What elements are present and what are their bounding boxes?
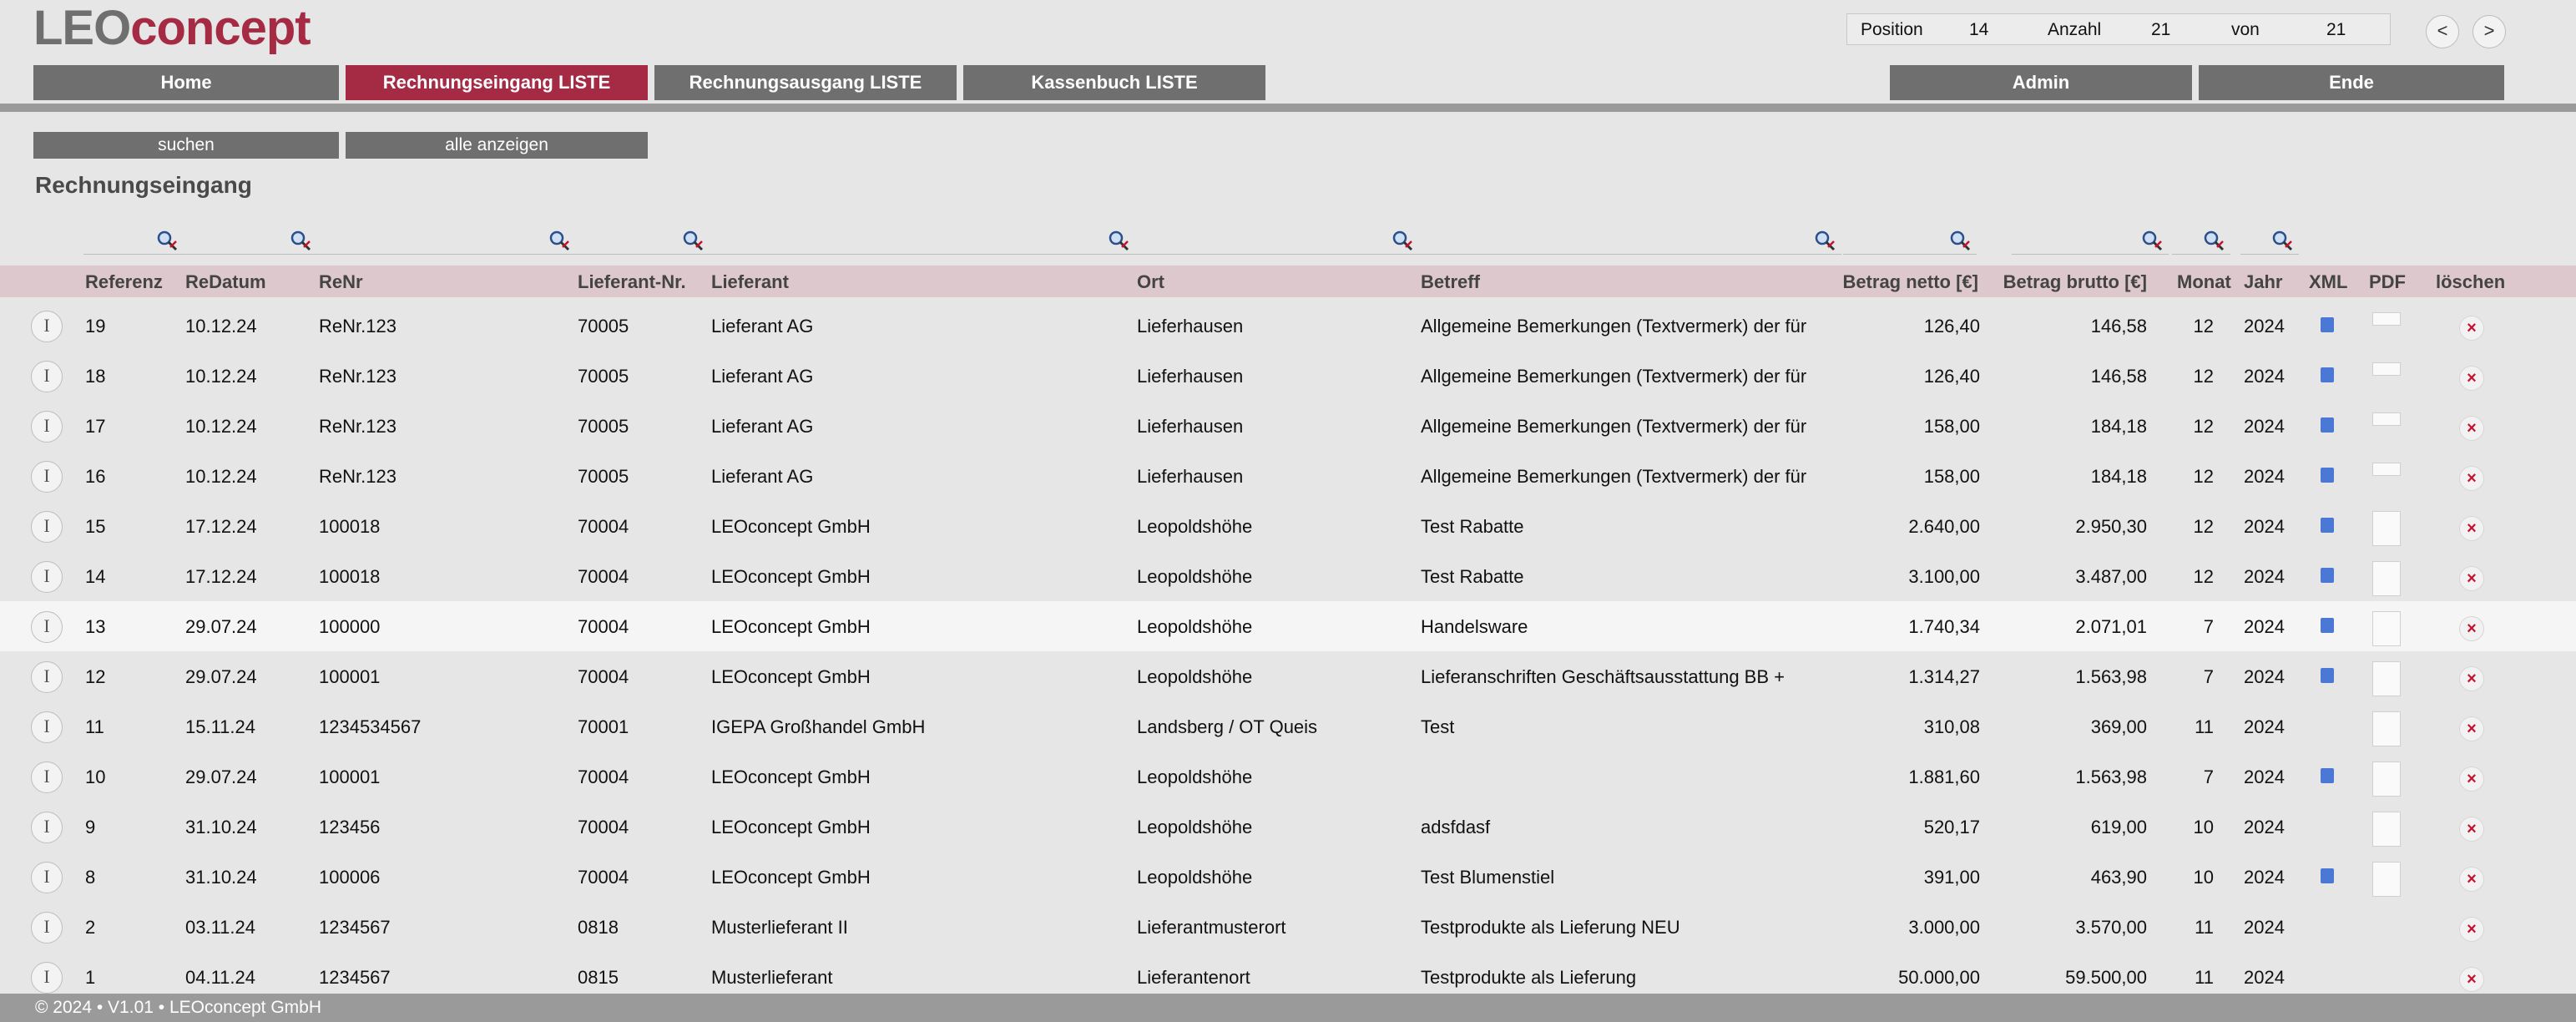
cell-redatum: 10.12.24 — [185, 416, 257, 437]
pdf-file-icon[interactable] — [2372, 561, 2401, 596]
cell-betrag-brutto: 619,00 — [2090, 817, 2147, 837]
cell-monat: 12 — [2193, 416, 2214, 437]
count-value: 21 — [2151, 20, 2171, 39]
footer — [0, 994, 2576, 1022]
col-pdf: PDF — [2369, 271, 2406, 292]
cell-lieferant-nr: 70004 — [578, 566, 629, 587]
filter-input[interactable] — [576, 227, 710, 255]
cell-redatum: 10.12.24 — [185, 366, 257, 387]
filter-search-icon[interactable] — [2202, 229, 2225, 252]
filter-search-icon[interactable] — [1948, 229, 1972, 252]
table-row[interactable] — [0, 401, 2576, 451]
cell-referenz: 1 — [85, 967, 96, 988]
cell-referenz: 19 — [85, 316, 106, 336]
table-row[interactable] — [0, 351, 2576, 401]
col-redatum[interactable]: ReDatum — [185, 271, 266, 292]
cell-referenz: 13 — [85, 616, 106, 637]
table-row[interactable] — [0, 902, 2576, 952]
show-all-button[interactable]: alle anzeigen — [346, 132, 648, 159]
xml-file-icon[interactable] — [2321, 768, 2334, 783]
table-header — [0, 266, 2576, 297]
cell-lieferant-nr: 70004 — [578, 616, 629, 637]
cell-referenz: 2 — [85, 917, 96, 938]
edit-record-button[interactable]: I — [31, 511, 63, 543]
cell-ort: Leopoldshöhe — [1137, 616, 1253, 637]
cell-lieferant-nr: 70005 — [578, 316, 629, 336]
cell-redatum: 29.07.24 — [185, 766, 257, 787]
position-value: 14 — [1969, 20, 1989, 39]
xml-file-icon[interactable] — [2321, 317, 2334, 332]
cell-betrag-netto: 1.740,34 — [1908, 616, 1980, 637]
xml-file-icon[interactable] — [2321, 417, 2334, 433]
cell-jahr: 2024 — [2244, 766, 2285, 787]
table-row[interactable] — [0, 651, 2576, 701]
filter-search-icon[interactable] — [2270, 229, 2294, 252]
delete-icon[interactable]: × — [2459, 516, 2484, 541]
cell-monat: 10 — [2193, 867, 2214, 888]
pdf-file-icon[interactable] — [2372, 511, 2401, 546]
col-lieferant[interactable]: Lieferant — [711, 271, 789, 292]
col-ort[interactable]: Ort — [1137, 271, 1164, 292]
cell-redatum: 03.11.24 — [185, 917, 256, 938]
filter-input[interactable] — [710, 227, 1135, 255]
cell-referenz: 10 — [85, 766, 106, 787]
cell-referenz: 14 — [85, 566, 106, 587]
table-row[interactable] — [0, 301, 2576, 351]
edit-record-button[interactable]: I — [31, 361, 63, 392]
table-row[interactable] — [0, 852, 2576, 902]
cell-jahr: 2024 — [2244, 666, 2285, 687]
header-divider — [0, 104, 2576, 112]
cell-lieferant: Lieferant AG — [711, 366, 814, 387]
cell-renr: 100018 — [319, 516, 381, 537]
cell-lieferant-nr: 70004 — [578, 817, 629, 837]
xml-file-icon[interactable] — [2321, 618, 2334, 633]
delete-icon[interactable]: × — [2459, 766, 2484, 792]
menu-ende[interactable]: Ende — [2199, 65, 2504, 100]
cell-renr: ReNr.123 — [319, 416, 397, 437]
cell-renr: 100001 — [319, 666, 381, 687]
cell-jahr: 2024 — [2244, 967, 2285, 988]
cell-referenz: 15 — [85, 516, 106, 537]
cell-redatum: 31.10.24 — [185, 817, 257, 837]
cell-jahr: 2024 — [2244, 466, 2285, 487]
edit-record-button[interactable]: I — [31, 711, 63, 743]
cell-monat: 12 — [2193, 466, 2214, 487]
edit-record-button[interactable]: I — [31, 561, 63, 593]
pdf-file-icon[interactable] — [2372, 312, 2401, 326]
cell-betreff: Allgemeine Bemerkungen (Textvermerk) der für — [1421, 466, 1807, 487]
cell-ort: Lieferhausen — [1137, 366, 1244, 387]
col-xml: XML — [2309, 271, 2348, 292]
pdf-file-icon[interactable] — [2372, 463, 2401, 476]
cell-monat: 12 — [2193, 366, 2214, 387]
cell-lieferant-nr: 70004 — [578, 766, 629, 787]
filter-input[interactable] — [184, 227, 317, 255]
xml-file-icon[interactable] — [2321, 668, 2334, 683]
cell-betreff: Test — [1421, 716, 1455, 737]
delete-icon[interactable]: × — [2459, 817, 2484, 842]
cell-betrag-netto: 391,00 — [1923, 867, 1980, 888]
cell-renr: 123456 — [319, 817, 381, 837]
cell-ort: Lieferhausen — [1137, 416, 1244, 437]
cell-betrag-brutto: 2.950,30 — [2075, 516, 2147, 537]
cell-redatum: 10.12.24 — [185, 316, 257, 336]
delete-icon[interactable]: × — [2459, 917, 2484, 942]
cell-betreff: Test Rabatte — [1421, 516, 1524, 537]
pdf-file-icon[interactable] — [2372, 812, 2401, 847]
cell-ort: Leopoldshöhe — [1137, 666, 1253, 687]
col-referenz[interactable]: Referenz — [85, 271, 163, 292]
edit-record-button[interactable]: I — [31, 411, 63, 443]
cell-betrag-netto: 3.000,00 — [1908, 917, 1980, 938]
cell-monat: 10 — [2193, 817, 2214, 837]
cell-jahr: 2024 — [2244, 316, 2285, 336]
app-logo — [33, 3, 311, 53]
cell-lieferant-nr: 70005 — [578, 366, 629, 387]
filter-input[interactable] — [1843, 227, 1977, 255]
col-betrag-netto[interactable]: Betrag netto [€] — [1842, 271, 1978, 292]
cell-lieferant-nr: 70004 — [578, 666, 629, 687]
cell-ort: Leopoldshöhe — [1137, 867, 1253, 888]
cell-lieferant: LEOconcept GmbH — [711, 867, 871, 888]
page-title: Rechnungseingang — [35, 172, 252, 198]
cell-referenz: 9 — [85, 817, 96, 837]
xml-file-icon[interactable] — [2321, 518, 2334, 533]
cell-redatum: 31.10.24 — [185, 867, 257, 888]
delete-icon[interactable]: × — [2459, 566, 2484, 591]
cell-betrag-netto: 310,08 — [1923, 716, 1980, 737]
cell-betrag-netto: 126,40 — [1923, 366, 1980, 387]
cell-lieferant-nr: 70001 — [578, 716, 629, 737]
footer-text: © 2024 • V1.01 • LEOconcept GmbH — [35, 998, 322, 1017]
filter-input[interactable] — [2172, 227, 2230, 255]
cell-betrag-brutto: 184,18 — [2090, 466, 2147, 487]
cell-lieferant: LEOconcept GmbH — [711, 817, 871, 837]
filter-input[interactable] — [2240, 227, 2299, 255]
delete-icon[interactable]: × — [2459, 416, 2484, 441]
xml-file-icon[interactable] — [2321, 568, 2334, 583]
next-record-button[interactable]: > — [2472, 15, 2506, 48]
cell-renr: 1234567 — [319, 917, 391, 938]
col-betrag-brutto[interactable]: Betrag brutto [€] — [2003, 271, 2147, 292]
cell-ort: Landsberg / OT Queis — [1137, 716, 1318, 737]
cell-jahr: 2024 — [2244, 416, 2285, 437]
cell-ort: Leopoldshöhe — [1137, 566, 1253, 587]
cell-jahr: 2024 — [2244, 616, 2285, 637]
cell-jahr: 2024 — [2244, 817, 2285, 837]
col-betreff[interactable]: Betreff — [1421, 271, 1480, 292]
cell-betrag-netto: 50.000,00 — [1898, 967, 1980, 988]
xml-file-icon[interactable] — [2321, 868, 2334, 883]
logo-text-leo: LEO — [33, 1, 131, 55]
cell-betreff: Test Blumenstiel — [1421, 867, 1555, 888]
edit-record-button[interactable]: I — [31, 812, 63, 843]
filter-input[interactable] — [1419, 227, 1841, 255]
search-button[interactable]: suchen — [33, 132, 339, 159]
cell-lieferant: Musterlieferant II — [711, 917, 848, 938]
cell-monat: 12 — [2193, 566, 2214, 587]
cell-renr: 1234534567 — [319, 716, 422, 737]
cell-lieferant-nr: 0815 — [578, 967, 619, 988]
menu-home[interactable]: Home — [33, 65, 339, 100]
pdf-file-icon[interactable] — [2372, 862, 2401, 897]
col-lieferant-nr[interactable]: Lieferant-Nr. — [578, 271, 686, 292]
cell-renr: 100006 — [319, 867, 381, 888]
menu-rechnungsausgang[interactable]: Rechnungsausgang LISTE — [654, 65, 957, 100]
table-row[interactable] — [0, 601, 2576, 651]
cell-betreff: Allgemeine Bemerkungen (Textvermerk) der für — [1421, 316, 1807, 336]
pdf-file-icon[interactable] — [2372, 362, 2401, 376]
col-renr[interactable]: ReNr — [319, 271, 363, 292]
menu-rechnungseingang[interactable]: Rechnungseingang LISTE — [346, 65, 648, 100]
menu-admin[interactable]: Admin — [1890, 65, 2192, 100]
filter-input[interactable] — [2012, 227, 2169, 255]
table-row[interactable] — [0, 451, 2576, 501]
cell-redatum: 15.11.24 — [185, 716, 256, 737]
pdf-file-icon[interactable] — [2372, 661, 2401, 696]
edit-record-button[interactable]: I — [31, 611, 63, 643]
cell-jahr: 2024 — [2244, 516, 2285, 537]
cell-betrag-netto: 1.881,60 — [1908, 766, 1980, 787]
cell-lieferant: LEOconcept GmbH — [711, 766, 871, 787]
cell-betrag-netto: 2.640,00 — [1908, 516, 1980, 537]
cell-lieferant: LEOconcept GmbH — [711, 516, 871, 537]
table-row[interactable] — [0, 802, 2576, 852]
cell-referenz: 8 — [85, 867, 96, 888]
cell-jahr: 2024 — [2244, 716, 2285, 737]
edit-record-button[interactable]: I — [31, 761, 63, 793]
cell-lieferant: Lieferant AG — [711, 416, 814, 437]
cell-lieferant-nr: 70004 — [578, 867, 629, 888]
filter-search-icon[interactable] — [1391, 229, 1414, 252]
cell-referenz: 16 — [85, 466, 106, 487]
cell-ort: Leopoldshöhe — [1137, 766, 1253, 787]
cell-monat: 12 — [2193, 316, 2214, 336]
cell-betrag-brutto: 146,58 — [2090, 366, 2147, 387]
pdf-file-icon[interactable] — [2372, 711, 2401, 746]
filter-input[interactable] — [317, 227, 576, 255]
cell-ort: Lieferhausen — [1137, 466, 1244, 487]
cell-betreff: Allgemeine Bemerkungen (Textvermerk) der für — [1421, 366, 1807, 387]
cell-betrag-brutto: 59.500,00 — [2065, 967, 2147, 988]
col-monat[interactable]: Monat — [2177, 271, 2231, 292]
cell-renr: 100001 — [319, 766, 381, 787]
edit-record-button[interactable]: I — [31, 862, 63, 893]
filter-input[interactable] — [1135, 227, 1419, 255]
delete-icon[interactable]: × — [2459, 867, 2484, 892]
cell-lieferant: Musterlieferant — [711, 967, 833, 988]
pdf-file-icon[interactable] — [2372, 761, 2401, 797]
cell-betrag-netto: 126,40 — [1923, 316, 1980, 336]
cell-betrag-brutto: 146,58 — [2090, 316, 2147, 336]
cell-ort: Lieferantenort — [1137, 967, 1250, 988]
cell-betrag-brutto: 3.570,00 — [2075, 917, 2147, 938]
cell-redatum: 10.12.24 — [185, 466, 257, 487]
cell-redatum: 29.07.24 — [185, 666, 257, 687]
cell-redatum: 17.12.24 — [185, 566, 257, 587]
edit-record-button[interactable]: I — [31, 311, 63, 342]
cell-betrag-netto: 158,00 — [1923, 416, 1980, 437]
cell-monat: 12 — [2193, 516, 2214, 537]
filter-search-icon[interactable] — [2140, 229, 2164, 252]
filter-search-icon[interactable] — [681, 229, 705, 252]
edit-record-button[interactable]: I — [31, 461, 63, 493]
edit-record-button[interactable]: I — [31, 912, 63, 944]
table-row[interactable] — [0, 751, 2576, 802]
table-row[interactable] — [0, 701, 2576, 751]
delete-icon[interactable]: × — [2459, 716, 2484, 741]
cell-betrag-brutto: 1.563,98 — [2075, 766, 2147, 787]
cell-renr: 100000 — [319, 616, 381, 637]
cell-jahr: 2024 — [2244, 867, 2285, 888]
filter-search-icon[interactable] — [289, 229, 312, 252]
col-jahr[interactable]: Jahr — [2244, 271, 2283, 292]
col-loeschen: löschen — [2436, 271, 2506, 292]
filter-input[interactable] — [83, 227, 184, 255]
delete-icon[interactable]: × — [2459, 967, 2484, 992]
cell-betrag-brutto: 369,00 — [2090, 716, 2147, 737]
cell-jahr: 2024 — [2244, 917, 2285, 938]
delete-icon[interactable]: × — [2459, 316, 2484, 341]
cell-betrag-brutto: 184,18 — [2090, 416, 2147, 437]
cell-lieferant: LEOconcept GmbH — [711, 566, 871, 587]
cell-renr: 100018 — [319, 566, 381, 587]
cell-ort: Leopoldshöhe — [1137, 516, 1253, 537]
filter-search-icon[interactable] — [548, 229, 571, 252]
cell-renr: ReNr.123 — [319, 316, 397, 336]
cell-betreff: Testprodukte als Lieferung — [1421, 967, 1637, 988]
cell-betreff: Test Rabatte — [1421, 566, 1524, 587]
cell-betrag-brutto: 463,90 — [2090, 867, 2147, 888]
delete-icon[interactable]: × — [2459, 666, 2484, 691]
cell-betrag-netto: 520,17 — [1923, 817, 1980, 837]
xml-file-icon[interactable] — [2321, 468, 2334, 483]
cell-monat: 11 — [2195, 967, 2214, 988]
cell-referenz: 11 — [85, 716, 104, 737]
xml-file-icon[interactable] — [2321, 367, 2334, 382]
cell-lieferant-nr: 70005 — [578, 466, 629, 487]
cell-redatum: 29.07.24 — [185, 616, 257, 637]
cell-referenz: 18 — [85, 366, 106, 387]
logo-text-concept: concept — [130, 1, 311, 55]
cell-lieferant-nr: 70004 — [578, 516, 629, 537]
cell-referenz: 17 — [85, 416, 106, 437]
cell-renr: ReNr.123 — [319, 466, 397, 487]
cell-redatum: 17.12.24 — [185, 516, 257, 537]
cell-betreff: Lieferanschriften Geschäftsausstattung BB + — [1421, 666, 1785, 687]
cell-lieferant: IGEPA Großhandel GmbH — [711, 716, 926, 737]
cell-lieferant: LEOconcept GmbH — [711, 616, 871, 637]
cell-jahr: 2024 — [2244, 566, 2285, 587]
filter-search-icon[interactable] — [155, 229, 179, 252]
cell-renr: ReNr.123 — [319, 366, 397, 387]
cell-betreff: Testprodukte als Lieferung NEU — [1421, 917, 1680, 938]
prev-record-button[interactable]: < — [2426, 15, 2459, 48]
cell-betreff: adsfdasf — [1421, 817, 1491, 837]
of-value: 21 — [2326, 20, 2346, 39]
cell-betrag-brutto: 3.487,00 — [2075, 566, 2147, 587]
delete-icon[interactable]: × — [2459, 466, 2484, 491]
cell-lieferant-nr: 0818 — [578, 917, 619, 938]
edit-record-button[interactable]: I — [31, 962, 63, 994]
cell-lieferant: Lieferant AG — [711, 316, 814, 336]
table-row[interactable] — [0, 501, 2576, 551]
filter-search-icon[interactable] — [1107, 229, 1130, 252]
cell-monat: 11 — [2195, 716, 2214, 737]
count-label: Anzahl — [2048, 20, 2102, 39]
cell-ort: Leopoldshöhe — [1137, 817, 1253, 837]
cell-redatum: 04.11.24 — [185, 967, 256, 988]
cell-referenz: 12 — [85, 666, 106, 687]
cell-monat: 7 — [2203, 616, 2214, 637]
position-label: Position — [1861, 20, 1923, 39]
cell-monat: 7 — [2203, 666, 2214, 687]
cell-betreff: Handelsware — [1421, 616, 1528, 637]
pdf-file-icon[interactable] — [2372, 412, 2401, 426]
cell-lieferant: Lieferant AG — [711, 466, 814, 487]
cell-betrag-netto: 3.100,00 — [1908, 566, 1980, 587]
cell-lieferant-nr: 70005 — [578, 416, 629, 437]
menu-kassenbuch[interactable]: Kassenbuch LISTE — [963, 65, 1265, 100]
record-position-box — [1846, 13, 2391, 45]
cell-betrag-netto: 1.314,27 — [1908, 666, 1980, 687]
cell-lieferant: LEOconcept GmbH — [711, 666, 871, 687]
edit-record-button[interactable]: I — [31, 661, 63, 693]
cell-jahr: 2024 — [2244, 366, 2285, 387]
cell-betrag-brutto: 2.071,01 — [2075, 616, 2147, 637]
cell-betrag-brutto: 1.563,98 — [2075, 666, 2147, 687]
cell-ort: Lieferhausen — [1137, 316, 1244, 336]
pdf-file-icon[interactable] — [2372, 611, 2401, 646]
delete-icon[interactable]: × — [2459, 366, 2484, 391]
delete-icon[interactable]: × — [2459, 616, 2484, 641]
of-label: von — [2231, 20, 2260, 39]
filter-search-icon[interactable] — [1813, 229, 1836, 252]
cell-monat: 11 — [2195, 917, 2214, 938]
cell-betrag-netto: 158,00 — [1923, 466, 1980, 487]
cell-ort: Lieferantmusterort — [1137, 917, 1286, 938]
cell-monat: 7 — [2203, 766, 2214, 787]
cell-betreff: Allgemeine Bemerkungen (Textvermerk) der für — [1421, 416, 1807, 437]
cell-renr: 1234567 — [319, 967, 391, 988]
table-row[interactable] — [0, 551, 2576, 601]
